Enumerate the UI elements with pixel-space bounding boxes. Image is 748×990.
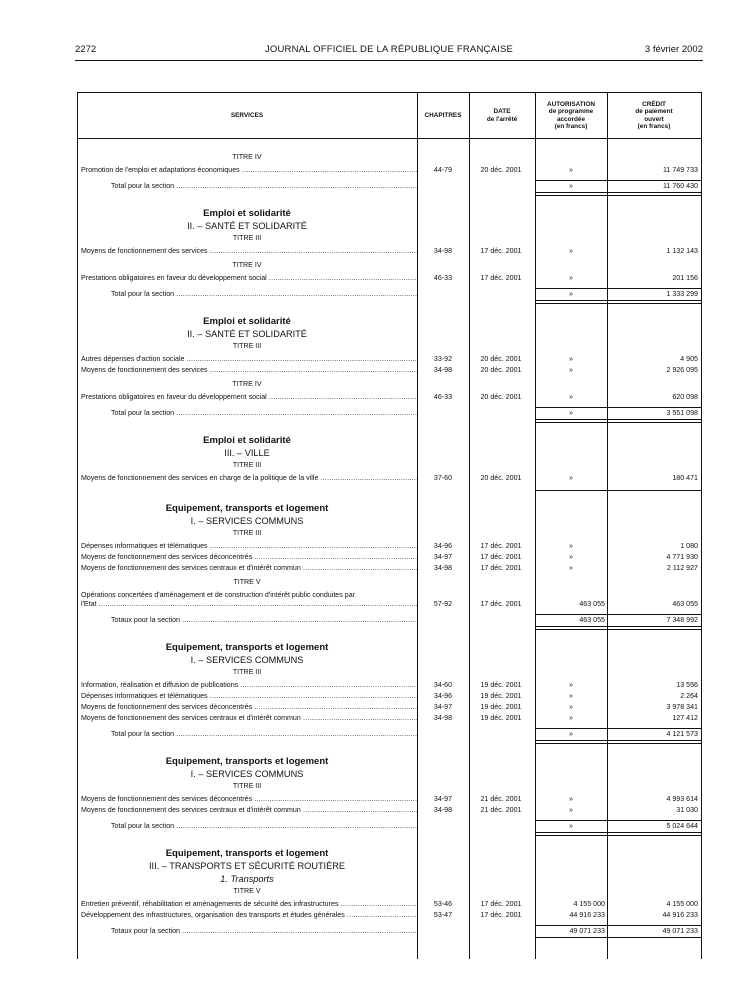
autorisation-cell: » — [569, 393, 573, 401]
leader-dots — [174, 730, 417, 738]
leader-dots — [208, 247, 417, 255]
autorisation-cell: » — [569, 681, 573, 689]
row-label — [81, 552, 417, 563]
chapitre-cell: 34-98 — [433, 564, 453, 572]
block-separator — [535, 303, 702, 304]
row-label-text: Dépenses informatiques et télématiques — [81, 692, 208, 700]
date-cell: 17 déc. 2001 — [480, 542, 522, 550]
credit-cell: 11 749 733 — [663, 166, 698, 174]
chapitre-cell: 34-96 — [433, 692, 453, 700]
date-cell: 17 déc. 2001 — [480, 911, 522, 919]
publication-date: 3 février 2002 — [644, 44, 703, 55]
leader-dots — [185, 355, 418, 363]
chapitre-cell: 34-98 — [433, 806, 453, 814]
credit-cell: 4 155 000 — [666, 900, 698, 908]
leader-dots — [252, 795, 417, 803]
chapitre-cell: 33-92 — [433, 355, 453, 363]
titre-heading: TITRE V — [233, 887, 261, 895]
table-row — [77, 691, 702, 702]
autorisation-cell: » — [569, 474, 573, 482]
row-label-text: Total pour la section — [111, 409, 175, 417]
total-autorisation-cell: 463 055 — [579, 616, 605, 624]
total-credit-cell: 1 333 299 — [666, 290, 698, 298]
date-cell: 17 déc. 2001 — [480, 247, 522, 255]
row-label — [81, 713, 417, 724]
total-row — [77, 289, 702, 300]
table-row — [77, 365, 702, 376]
date-cell: 17 déc. 2001 — [480, 274, 522, 282]
table-row — [77, 165, 702, 176]
total-rule — [535, 300, 702, 301]
total-row — [77, 615, 702, 626]
row-label — [81, 563, 417, 574]
subsection-title: I. – SERVICES COMMUNS — [190, 655, 304, 665]
autorisation-cell: » — [569, 355, 573, 363]
row-label — [81, 691, 417, 702]
total-autorisation-cell: » — [569, 822, 573, 830]
chapitre-cell: 34-97 — [433, 703, 453, 711]
section-title: Emploi et solidarité — [203, 316, 291, 327]
credit-cell: 2 926 095 — [666, 366, 698, 374]
total-row — [77, 926, 702, 937]
chapitre-cell: 34-96 — [433, 542, 453, 550]
date-cell: 20 déc. 2001 — [480, 355, 522, 363]
row-label-text: Entretien préventif, réhabilitation et aménagements de sécurité des infrastructures — [81, 900, 339, 908]
date-cell: 17 déc. 2001 — [480, 564, 522, 572]
section-title: Emploi et solidarité — [203, 435, 291, 446]
row-label-text: Développement des infrastructures, organisation des transports et études générales — [81, 911, 345, 919]
total-row — [77, 408, 702, 419]
credit-cell: 4 993 614 — [666, 795, 698, 803]
table-row — [77, 246, 702, 257]
leader-dots — [208, 366, 417, 374]
credit-cell: 201 156 — [672, 274, 698, 282]
chapitre-cell: 46-33 — [433, 274, 453, 282]
total-credit-cell: 4 121 573 — [666, 730, 698, 738]
table-row — [77, 273, 702, 284]
leader-dots — [174, 822, 417, 830]
total-autorisation-cell: » — [569, 730, 573, 738]
subsection-title: II. – SANTÉ ET SOLIDARITÉ — [187, 221, 307, 231]
date-cell: 19 déc. 2001 — [480, 681, 522, 689]
table-row — [77, 473, 702, 484]
table-row — [77, 805, 702, 816]
credit-cell: 127 412 — [672, 714, 698, 722]
leader-dots — [180, 616, 417, 624]
row-label-text: Total pour la section — [111, 182, 175, 190]
row-label-text: Moyens de fonctionnement des services centraux et d'intérêt commun — [81, 806, 301, 814]
row-label — [81, 794, 417, 805]
leader-dots — [238, 681, 417, 689]
autorisation-cell: » — [569, 553, 573, 561]
chapitre-cell: 34-60 — [433, 681, 453, 689]
leader-dots — [252, 553, 417, 561]
autorisation-cell: » — [569, 274, 573, 282]
row-label-text: l'Etat — [81, 600, 97, 608]
table-row — [77, 680, 702, 691]
autorisation-cell: » — [569, 542, 573, 550]
autorisation-cell: » — [569, 366, 573, 374]
section-title: Equipement, transports et logement — [165, 848, 329, 859]
leader-dots — [301, 564, 417, 572]
row-label-text: Moyens de fonctionnement des services — [81, 247, 208, 255]
row-label-text: Promotion de l'emploi et adaptations économiques — [81, 166, 240, 174]
credit-cell: 31 030 — [676, 806, 698, 814]
chapitre-cell: 34-98 — [433, 247, 453, 255]
date-cell: 19 déc. 2001 — [480, 714, 522, 722]
leader-dots — [267, 393, 417, 401]
subsection-title: II. – SANTÉ ET SOLIDARITÉ — [187, 329, 307, 339]
total-credit-cell: 7 348 992 — [666, 616, 698, 624]
page-header — [75, 44, 703, 58]
autorisation-cell: 4 155 000 — [573, 900, 605, 908]
table-row — [77, 541, 702, 552]
subsection-title: III. – TRANSPORTS ET SÉCURITÉ ROUTIÈRE — [148, 861, 346, 871]
row-label — [81, 805, 417, 816]
date-cell: 20 déc. 2001 — [480, 166, 522, 174]
date-cell: 17 déc. 2001 — [480, 600, 522, 608]
autorisation-cell: » — [569, 795, 573, 803]
row-label — [81, 473, 417, 484]
total-rule — [535, 832, 702, 833]
credit-cell: 463 055 — [672, 600, 698, 608]
row-label — [81, 599, 417, 610]
column-header-chapitres: CHAPITRES — [424, 111, 462, 119]
leader-dots — [267, 274, 417, 282]
date-cell: 17 déc. 2001 — [480, 553, 522, 561]
table-row — [77, 552, 702, 563]
row-label-text: Total pour la section — [111, 730, 175, 738]
titre-heading: TITRE III — [232, 782, 262, 790]
total-autorisation-cell: 49 071 233 — [569, 927, 605, 935]
total-row — [77, 729, 702, 740]
total-credit-cell: 5 024 644 — [666, 822, 698, 830]
row-label-text: Total pour la section — [111, 290, 175, 298]
total-credit-cell: 3 551 098 — [666, 409, 698, 417]
row-label-text: Prestations obligatoires en faveur du développement social — [81, 274, 267, 282]
subsection-title: I. – SERVICES COMMUNS — [190, 516, 304, 526]
row-label-text: Totaux pour la section — [111, 927, 181, 935]
header-rule — [75, 60, 703, 61]
section-title: Equipement, transports et logement — [165, 756, 329, 767]
table-row — [77, 702, 702, 713]
titre-heading: TITRE IV — [232, 261, 262, 269]
date-cell: 20 déc. 2001 — [480, 393, 522, 401]
journal-title: JOURNAL OFFICIEL DE LA RÉPUBLIQUE FRANÇAISE — [264, 44, 514, 55]
row-label-text: Total pour la section — [111, 822, 175, 830]
column-header-services: SERVICES — [230, 111, 264, 119]
table-row — [77, 713, 702, 724]
credit-cell: 3 978 341 — [666, 703, 698, 711]
leader-dots — [252, 703, 417, 711]
row-label — [81, 246, 417, 257]
leader-dots — [318, 474, 417, 482]
column-header-credit: CRÉDIT de paiement ouvert (en francs) — [635, 100, 673, 130]
row-label — [81, 702, 417, 713]
block-separator — [535, 422, 702, 423]
leader-dots — [339, 900, 418, 908]
credit-cell: 1 080 — [680, 542, 698, 550]
total-rule — [535, 740, 702, 741]
header-bottom-rule — [77, 138, 702, 139]
row-label — [81, 541, 417, 552]
credit-cell: 2 112 927 — [666, 564, 698, 572]
subsection-subtitle: 1. Transports — [220, 874, 274, 884]
credit-cell: 1 132 143 — [666, 247, 698, 255]
table-row — [77, 392, 702, 403]
subsection-title: III. – VILLE — [224, 448, 270, 458]
total-rule — [535, 192, 702, 193]
block-separator — [535, 743, 702, 744]
total-credit-cell: 11 760 430 — [663, 182, 698, 190]
titre-heading: TITRE III — [232, 461, 262, 469]
autorisation-cell: » — [569, 692, 573, 700]
credit-cell: 180 471 — [672, 474, 698, 482]
leader-dots — [301, 714, 417, 722]
row-label — [81, 365, 417, 376]
page-number: 2272 — [75, 44, 97, 55]
total-row — [77, 181, 702, 192]
row-label-text: Moyens de fonctionnement des services déconcentrés — [81, 703, 253, 711]
row-label — [81, 392, 417, 403]
row-label-text: Moyens de fonctionnement des services déconcentrés — [81, 795, 253, 803]
row-label — [81, 910, 417, 921]
row-label — [81, 165, 417, 176]
titre-heading: TITRE III — [232, 529, 262, 537]
row-label — [111, 926, 417, 937]
column-header-date: DATE de l'arrêté — [486, 108, 518, 123]
row-label — [111, 408, 417, 419]
chapitre-cell: 34-98 — [433, 366, 453, 374]
row-label — [81, 354, 417, 365]
date-cell: 17 déc. 2001 — [480, 900, 522, 908]
leader-dots — [240, 166, 417, 174]
autorisation-cell: » — [569, 806, 573, 814]
titre-heading: TITRE V — [233, 578, 261, 586]
credits-table — [77, 92, 702, 959]
chapitre-cell: 34-97 — [433, 553, 453, 561]
date-cell: 19 déc. 2001 — [480, 703, 522, 711]
date-cell: 19 déc. 2001 — [480, 692, 522, 700]
total-autorisation-cell: » — [569, 409, 573, 417]
row-label-text: Moyens de fonctionnement des services centraux et d'intérêt commun — [81, 714, 301, 722]
total-rule — [535, 937, 702, 938]
credit-cell: 620 098 — [672, 393, 698, 401]
table-row — [77, 899, 702, 910]
credit-cell: 44 916 233 — [662, 911, 698, 919]
row-label-text: Information, réalisation et diffusion de publications — [81, 681, 239, 689]
row-label-text: Totaux pour la section — [111, 616, 181, 624]
leader-dots — [345, 911, 417, 919]
total-autorisation-cell: » — [569, 290, 573, 298]
titre-heading: TITRE IV — [232, 153, 262, 161]
row-label-text: Moyens de fonctionnement des services — [81, 366, 208, 374]
row-label-text: Autres dépenses d'action sociale — [81, 355, 185, 363]
column-header-autorisation: AUTORISATION de programme accordée (en francs) — [546, 100, 596, 130]
row-label-text: Moyens de fonctionnement des services centraux et d'intérêt commun — [81, 564, 301, 572]
leader-dots — [208, 542, 417, 550]
table-row — [77, 563, 702, 574]
total-row — [77, 821, 702, 832]
chapitre-cell: 37-60 — [433, 474, 453, 482]
row-label — [81, 273, 417, 284]
date-cell: 20 déc. 2001 — [480, 474, 522, 482]
leader-dots — [208, 692, 417, 700]
chapitre-cell: 46-33 — [433, 393, 453, 401]
credit-cell: 2 264 — [680, 692, 698, 700]
total-credit-cell: 49 071 233 — [662, 927, 698, 935]
block-separator — [535, 629, 702, 630]
leader-dots — [174, 409, 417, 417]
total-rule — [535, 419, 702, 420]
row-label — [81, 680, 417, 691]
leader-dots — [180, 927, 417, 935]
autorisation-cell: 463 055 — [579, 600, 605, 608]
autorisation-cell: 44 916 233 — [569, 911, 605, 919]
row-label — [111, 615, 417, 626]
leader-dots — [174, 182, 417, 190]
autorisation-cell: » — [569, 714, 573, 722]
autorisation-cell: » — [569, 247, 573, 255]
autorisation-cell: » — [569, 564, 573, 572]
credit-cell: 4 771 930 — [666, 553, 698, 561]
credit-cell: 13 556 — [676, 681, 698, 689]
date-cell: 20 déc. 2001 — [480, 366, 522, 374]
leader-dots — [174, 290, 417, 298]
table-row — [77, 354, 702, 365]
block-separator — [535, 195, 702, 196]
block-separator — [535, 490, 702, 491]
table-row — [77, 599, 702, 610]
chapitre-cell: 53-47 — [433, 911, 453, 919]
chapitre-cell: 34-98 — [433, 714, 453, 722]
chapitre-cell: 44-79 — [433, 166, 453, 174]
total-autorisation-cell: » — [569, 182, 573, 190]
autorisation-cell: » — [569, 166, 573, 174]
titre-heading: TITRE III — [232, 342, 262, 350]
row-label — [111, 821, 417, 832]
row-label — [111, 289, 417, 300]
section-title: Equipement, transports et logement — [165, 642, 329, 653]
block-separator — [535, 835, 702, 836]
table-row — [77, 910, 702, 921]
chapitre-cell: 53-46 — [433, 900, 453, 908]
leader-dots — [97, 600, 417, 608]
date-cell: 21 déc. 2001 — [480, 795, 522, 803]
credit-cell: 4 905 — [680, 355, 698, 363]
section-title: Equipement, transports et logement — [165, 503, 329, 514]
chapitre-cell: 34-97 — [433, 795, 453, 803]
row-label-text: Moyens de fonctionnement des services en charge de la politique de la ville — [81, 474, 319, 482]
table-row — [77, 794, 702, 805]
subsection-title: I. – SERVICES COMMUNS — [190, 769, 304, 779]
chapitre-cell: 57-92 — [433, 600, 453, 608]
row-label-text: Opérations concertées d'aménagement et de construction d'intérêt public conduites par — [81, 591, 356, 599]
date-cell: 21 déc. 2001 — [480, 806, 522, 814]
row-label-text: Moyens de fonctionnement des services déconcentrés — [81, 553, 253, 561]
leader-dots — [301, 806, 417, 814]
row-label — [111, 181, 417, 192]
row-label — [111, 729, 417, 740]
titre-heading: TITRE III — [232, 234, 262, 242]
row-label — [81, 899, 417, 910]
section-title: Emploi et solidarité — [203, 208, 291, 219]
total-rule — [535, 626, 702, 627]
row-label-text: Prestations obligatoires en faveur du développement social — [81, 393, 267, 401]
titre-heading: TITRE IV — [232, 380, 262, 388]
titre-heading: TITRE III — [232, 668, 262, 676]
autorisation-cell: » — [569, 703, 573, 711]
row-label-text: Dépenses informatiques et télématiques — [81, 542, 208, 550]
